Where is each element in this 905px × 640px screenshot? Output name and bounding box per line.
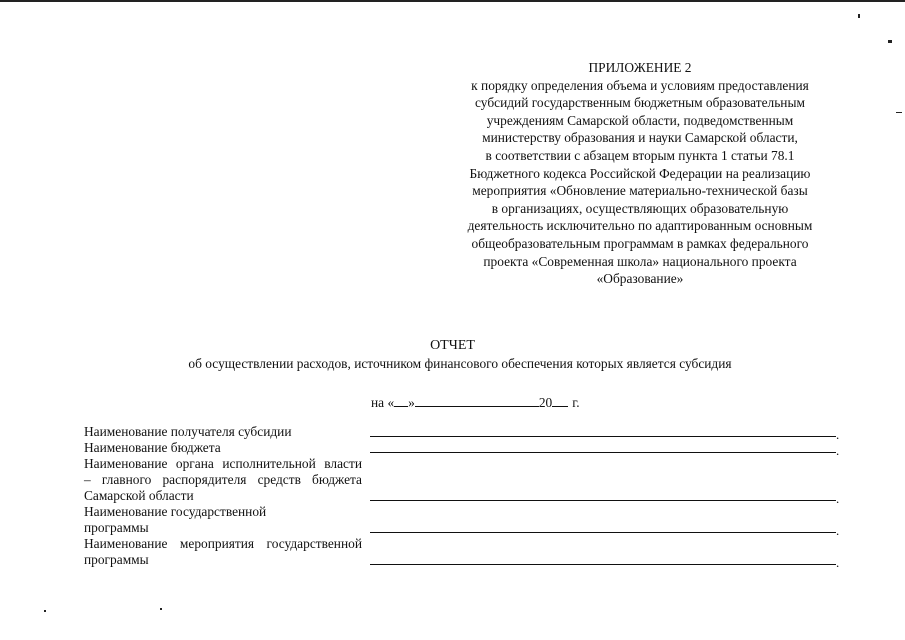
date-prefix: на « [371,395,395,410]
appendix-line: мероприятия «Обновление материально-технической базы [472,183,808,199]
year-prefix: 20 [538,395,553,410]
report-title: ОТЧЕТ [430,338,475,353]
appendix-line: в организациях, осуществляющих образовательную [491,200,789,216]
budget-label: Наименование бюджета [84,440,221,455]
appendix-block [430,59,850,288]
recipient-line-end: . [836,427,840,442]
date-suffix: г. [572,395,580,410]
scan-speck [858,14,860,18]
authority-label-line: Самарской области [84,488,194,503]
recipient-fill-line[interactable] [370,436,836,437]
authority-line-end: . [836,491,840,506]
report-date-line [371,393,580,412]
authority-label-line: Наименование органа исполнительной власти [84,456,362,471]
program-label-line: программы [84,520,149,535]
authority-label-line: – главного распорядителя средств бюджета [84,472,362,487]
scan-speck [44,610,46,612]
scan-top-edge [0,0,905,2]
budget-fill-line[interactable] [370,452,836,453]
date-quote-close: » [408,395,415,410]
program-line-end: . [836,523,840,538]
appendix-title: ПРИЛОЖЕНИЕ 2 [588,60,692,75]
event-label-line: Наименование мероприятия государственной [84,536,362,551]
event-fill-line[interactable] [370,564,836,565]
appendix-line: учреждениям Самарской области, подведомственным [486,112,794,128]
appendix-line: проекта «Современная школа» национального проекта [483,253,797,269]
year-blank[interactable] [552,393,568,407]
appendix-line: министерству образования и науки Самарской области, [482,130,798,146]
scan-speck [896,112,902,113]
program-label-line: Наименование государственной [84,504,267,519]
program-fill-line[interactable] [370,532,836,533]
month-blank[interactable] [415,393,539,407]
appendix-line: субсидий государственным бюджетным образовательным [475,95,805,111]
budget-line-end: . [836,443,840,458]
scan-speck [160,608,162,610]
report-subtitle: об осуществлении расходов, источником финансового обеспечения которых является субсидия [188,356,732,371]
appendix-line: в соответствии с абзацем вторым пункта 1 статьи 78.1 [485,147,795,163]
form-labels [84,424,362,568]
appendix-line: к порядку определения объема и условиям предоставления [471,77,809,93]
appendix-line: «Образование» [596,271,684,287]
recipient-label: Наименование получателя субсидии [84,424,292,439]
event-label-line: программы [84,552,149,567]
scan-speck [888,40,892,43]
event-line-end: . [836,555,840,570]
authority-fill-line[interactable] [370,500,836,501]
day-blank[interactable] [394,393,408,407]
appendix-line: общеобразовательным программам в рамках федерального [471,235,809,251]
appendix-line: деятельность исключительно по адаптированным основным [467,218,813,234]
appendix-line: Бюджетного кодекса Российской Федерации на реализацию [469,165,811,181]
